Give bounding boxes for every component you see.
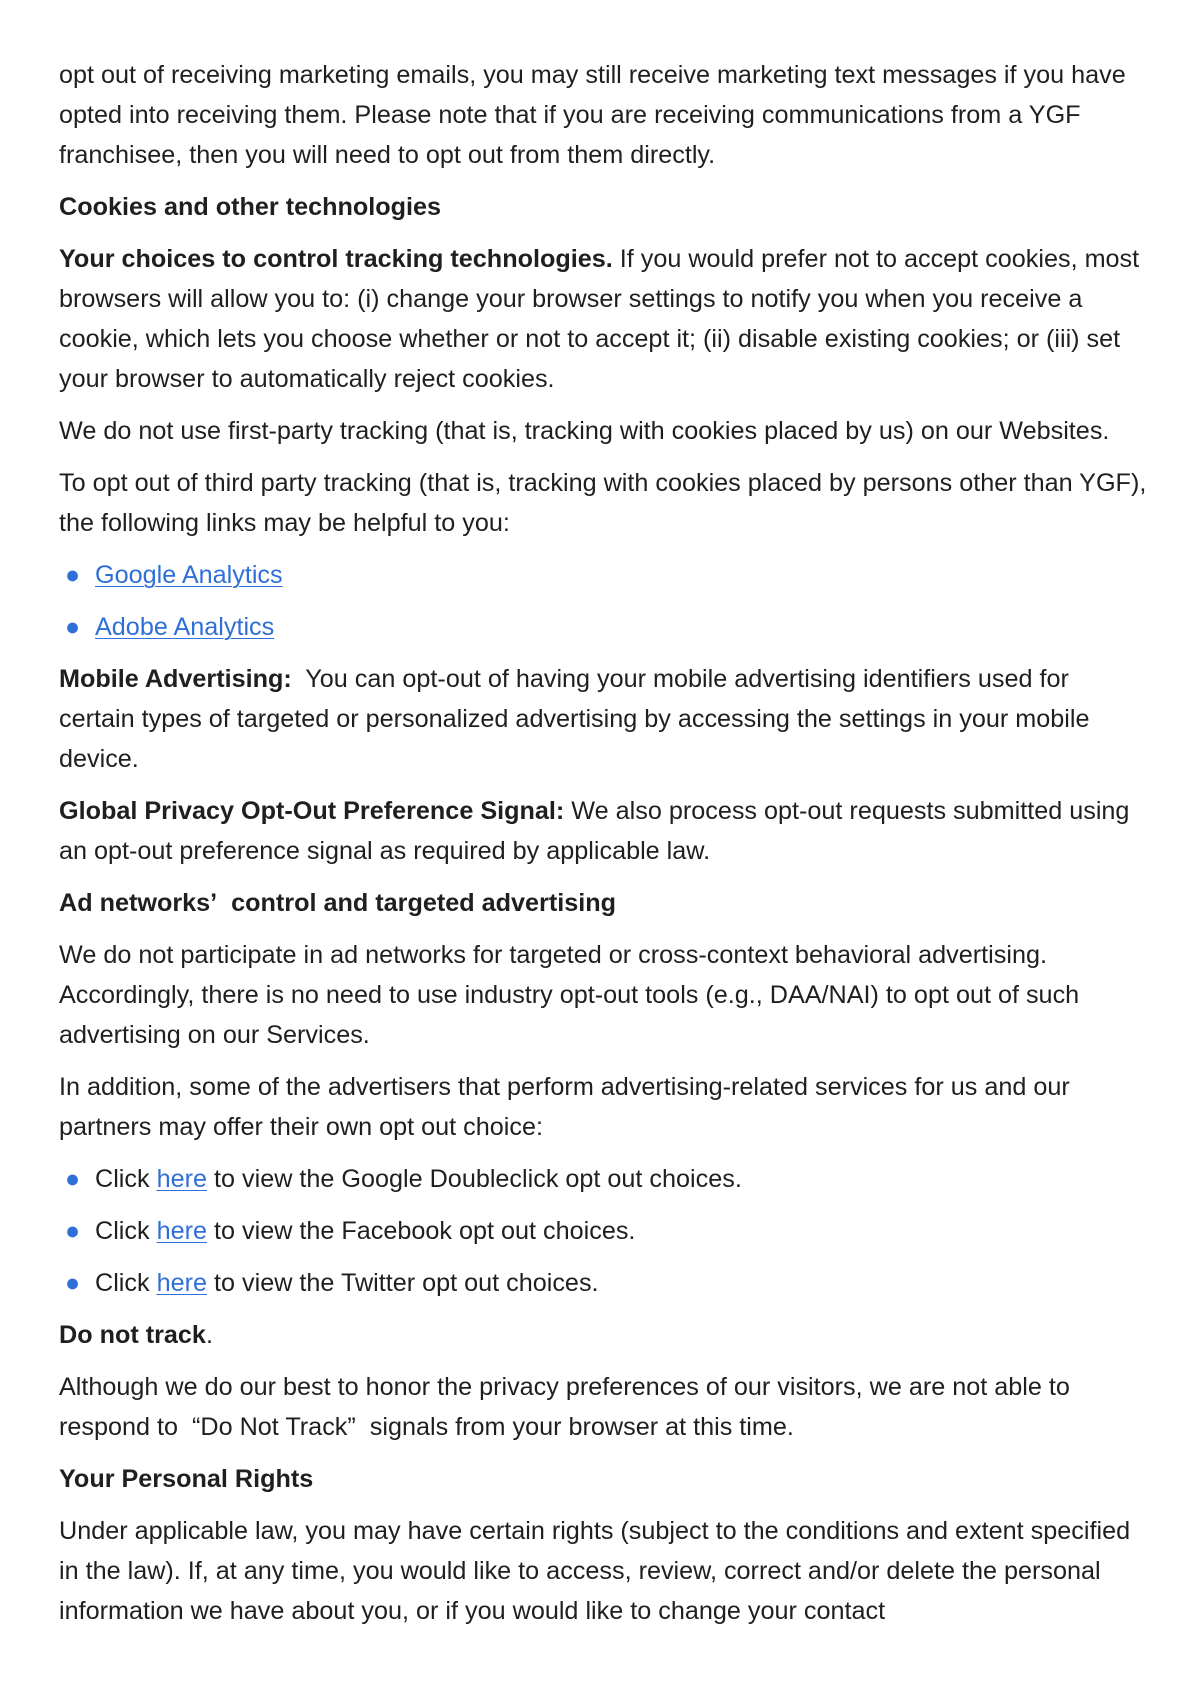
first-party-paragraph: We do not use first-party tracking (that is, tracking with cookies placed by us) on our Websites.	[59, 417, 1110, 445]
dnt-heading-period: .	[205, 1321, 213, 1349]
item-prefix: Click	[95, 1217, 157, 1245]
bullet-icon: ●	[65, 561, 81, 589]
tracking-choices-lead: Your choices to control tracking technologies.	[59, 245, 613, 273]
list-item	[59, 1211, 1149, 1251]
list-item	[59, 1263, 1149, 1303]
tracking-choices-text: If you would prefer not to accept cookies, most browsers will allow you to: (i) change your browser settings to notify you when you receive a cookie, which lets you choose whether or not to accept it; (ii) disable existing cookies; or (iii) set your browser to automatically reject cookies.	[59, 245, 1140, 393]
google-doubleclick-here-link[interactable]: here	[156, 1165, 207, 1193]
third-party-paragraph: To opt out of third party tracking (that is, tracking with cookies placed by persons other than YGF), the following links may be helpful to you:	[59, 469, 1147, 537]
list-item	[59, 1159, 1149, 1199]
adobe-analytics-link[interactable]: Adobe Analytics	[95, 613, 275, 641]
item-prefix: Click	[95, 1165, 157, 1193]
item-prefix: Click	[95, 1269, 157, 1297]
bullet-icon: ●	[65, 613, 81, 641]
bullet-icon: ●	[65, 1217, 81, 1245]
item-suffix: to view the Facebook opt out choices.	[207, 1217, 636, 1245]
mobile-advertising-paragraph	[59, 659, 1149, 779]
list-item	[59, 607, 1149, 647]
tracking-choices-paragraph	[59, 239, 1149, 399]
analytics-links-list	[59, 555, 1149, 647]
mobile-advertising-text: You can opt-out of having your mobile advertising identifiers used for certain types of targeted or personalized advertising by accessing the settings in your mobile device.	[59, 665, 1090, 773]
dnt-heading-line	[59, 1315, 1149, 1355]
gpc-paragraph	[59, 791, 1149, 871]
ad-networks-paragraph: We do not participate in ad networks for targeted or cross-context behavioral advertising. Accordingly, there is no need to use industry opt-out tools (e.g., DAA/NAI) to opt out of such advertising on our Services.	[59, 941, 1080, 1049]
gpc-text: We also process opt-out requests submitted using an opt-out preference signal as required by applicable law.	[59, 797, 1130, 865]
facebook-here-link[interactable]: here	[156, 1217, 207, 1245]
bullet-icon: ●	[65, 1165, 81, 1193]
cookies-heading: Cookies and other technologies	[59, 193, 442, 221]
ad-networks-heading: Ad networks’ control and targeted advertising	[59, 889, 617, 917]
policy-document	[59, 55, 1149, 1643]
personal-rights-heading: Your Personal Rights	[59, 1465, 314, 1493]
intro-paragraph: opt out of receiving marketing emails, you may still receive marketing text messages if you have opted into receiving them. Please note that if you are receiving communications from a YGF franchisee, then you will need to opt out from them directly.	[59, 61, 1126, 169]
dnt-heading: Do not track	[59, 1321, 206, 1349]
google-analytics-link[interactable]: Google Analytics	[95, 561, 283, 589]
twitter-here-link[interactable]: here	[156, 1269, 207, 1297]
item-suffix: to view the Google Doubleclick opt out choices.	[207, 1165, 742, 1193]
dnt-paragraph: Although we do our best to honor the privacy preferences of our visitors, we are not able to respond to “Do Not Track” signals from your browser at this time.	[59, 1373, 1070, 1441]
item-suffix: to view the Twitter opt out choices.	[207, 1269, 599, 1297]
gpc-lead: Global Privacy Opt-Out Preference Signal:	[59, 797, 565, 825]
opt-out-choices-list	[59, 1159, 1149, 1303]
bullet-icon: ●	[65, 1269, 81, 1297]
personal-rights-paragraph: Under applicable law, you may have certain rights (subject to the conditions and extent specified in the law). If, at any time, you would like to access, review, correct and/or delete the personal information we have about you, or if you would like to change your contact	[59, 1517, 1131, 1625]
mobile-advertising-lead: Mobile Advertising:	[59, 665, 292, 693]
advertisers-paragraph: In addition, some of the advertisers that perform advertising-related services for us and our partners may offer their own opt out choice:	[59, 1073, 1070, 1141]
list-item	[59, 555, 1149, 595]
